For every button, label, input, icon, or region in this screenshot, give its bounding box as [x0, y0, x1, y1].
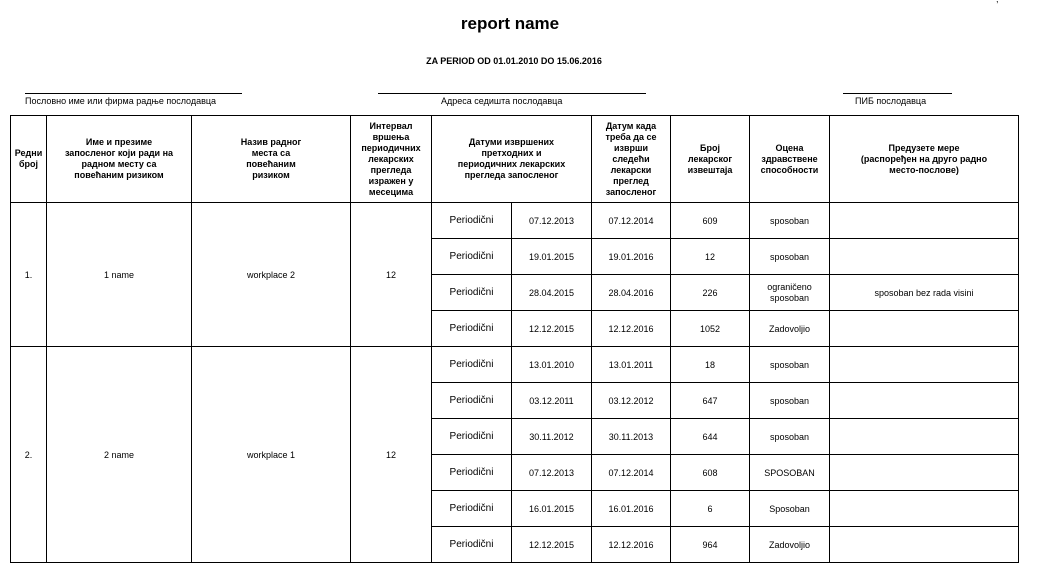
header-next-exam: Датум када треба да се изврши следећи лекарски преглед запосленог	[592, 116, 671, 203]
exam-type: Periodični	[432, 347, 512, 383]
measures-taken	[830, 347, 1019, 383]
header-measures: Предузете мере (распоређен на друго радно место-послове)	[830, 116, 1019, 203]
measures-taken	[830, 455, 1019, 491]
header-report-number: Број лекарског извештаја	[671, 116, 750, 203]
next-exam-date: 13.01.2011	[592, 347, 671, 383]
employer-label: Пословно име или фирма радње послодавца	[25, 96, 217, 106]
exam-date: 12.12.2015	[512, 311, 592, 347]
measures-taken	[830, 419, 1019, 455]
health-assessment: ograničeno sposoban	[750, 275, 830, 311]
exam-interval: 12	[351, 347, 432, 563]
report-period: ZA PERIOD OD 01.01.2010 DO 15.06.2016	[426, 56, 602, 66]
exam-date: 13.01.2010	[512, 347, 592, 383]
table-row	[11, 347, 1019, 383]
report-number: 608	[671, 455, 750, 491]
measures-taken: sposoban bez rada visini	[830, 275, 1019, 311]
health-assessment: Zadovoljio	[750, 311, 830, 347]
header-exam-dates: Датуми извршених претходних и периодичних лекарских прегледа запосленог	[432, 116, 592, 203]
next-exam-date: 16.01.2016	[592, 491, 671, 527]
next-exam-date: 12.12.2016	[592, 527, 671, 563]
exam-type: Periodični	[432, 239, 512, 275]
header-no: Редни број	[11, 116, 47, 203]
exam-type: Periodični	[432, 491, 512, 527]
exam-date: 03.12.2011	[512, 383, 592, 419]
corner-mark	[996, 0, 999, 4]
exam-type: Periodični	[432, 383, 512, 419]
health-assessment: sposoban	[750, 383, 830, 419]
medical-exam-table	[10, 115, 1019, 563]
next-exam-date: 12.12.2016	[592, 311, 671, 347]
pib-label: ПИБ послодавца	[855, 96, 927, 106]
address-signature-line	[378, 93, 646, 94]
exam-date: 07.12.2013	[512, 455, 592, 491]
health-assessment: sposoban	[750, 203, 830, 239]
exam-type: Periodični	[432, 455, 512, 491]
exam-interval: 12	[351, 203, 432, 347]
health-assessment: Sposoban	[750, 491, 830, 527]
exam-date: 07.12.2013	[512, 203, 592, 239]
measures-taken	[830, 491, 1019, 527]
exam-type: Periodični	[432, 419, 512, 455]
header-workplace: Назив радног места са повећаним ризиком	[192, 116, 351, 203]
exam-date: 19.01.2015	[512, 239, 592, 275]
header-employee: Име и презиме запосленог који ради на радном месту са повећаним ризиком	[47, 116, 192, 203]
report-number: 1052	[671, 311, 750, 347]
report-number: 644	[671, 419, 750, 455]
health-assessment: Zadovoljio	[750, 527, 830, 563]
health-assessment: SPOSOBAN	[750, 455, 830, 491]
exam-type: Periodični	[432, 527, 512, 563]
group-number: 2.	[11, 347, 47, 563]
next-exam-date: 19.01.2016	[592, 239, 671, 275]
measures-taken	[830, 527, 1019, 563]
exam-type: Periodični	[432, 311, 512, 347]
header-interval: Интервал вршења периодичних лекарских прегледа изражен у месецима	[351, 116, 432, 203]
header-health-assessment: Оцена здравствене способности	[750, 116, 830, 203]
exam-type: Periodični	[432, 203, 512, 239]
report-title: report name	[460, 14, 560, 33]
health-assessment: sposoban	[750, 239, 830, 275]
measures-taken	[830, 239, 1019, 275]
table-row	[11, 203, 1019, 239]
exam-date: 12.12.2015	[512, 527, 592, 563]
report-number: 18	[671, 347, 750, 383]
report-number: 647	[671, 383, 750, 419]
measures-taken	[830, 383, 1019, 419]
exam-type: Periodični	[432, 275, 512, 311]
report-number: 6	[671, 491, 750, 527]
report-number: 964	[671, 527, 750, 563]
measures-taken	[830, 311, 1019, 347]
measures-taken	[830, 203, 1019, 239]
report-number: 609	[671, 203, 750, 239]
address-label: Адреса седишта послодавца	[441, 96, 563, 106]
exam-date: 28.04.2015	[512, 275, 592, 311]
workplace-name: workplace 2	[192, 203, 351, 347]
employee-name: 1 name	[47, 203, 192, 347]
health-assessment: sposoban	[750, 347, 830, 383]
exam-date: 30.11.2012	[512, 419, 592, 455]
health-assessment: sposoban	[750, 419, 830, 455]
report-number: 226	[671, 275, 750, 311]
report-number: 12	[671, 239, 750, 275]
header-row	[11, 116, 1019, 203]
exam-date: 16.01.2015	[512, 491, 592, 527]
workplace-name: workplace 1	[192, 347, 351, 563]
pib-signature-line	[843, 93, 952, 94]
next-exam-date: 30.11.2013	[592, 419, 671, 455]
group-number: 1.	[11, 203, 47, 347]
next-exam-date: 03.12.2012	[592, 383, 671, 419]
employee-name: 2 name	[47, 347, 192, 563]
next-exam-date: 28.04.2016	[592, 275, 671, 311]
next-exam-date: 07.12.2014	[592, 203, 671, 239]
employer-signature-line	[25, 93, 242, 94]
next-exam-date: 07.12.2014	[592, 455, 671, 491]
